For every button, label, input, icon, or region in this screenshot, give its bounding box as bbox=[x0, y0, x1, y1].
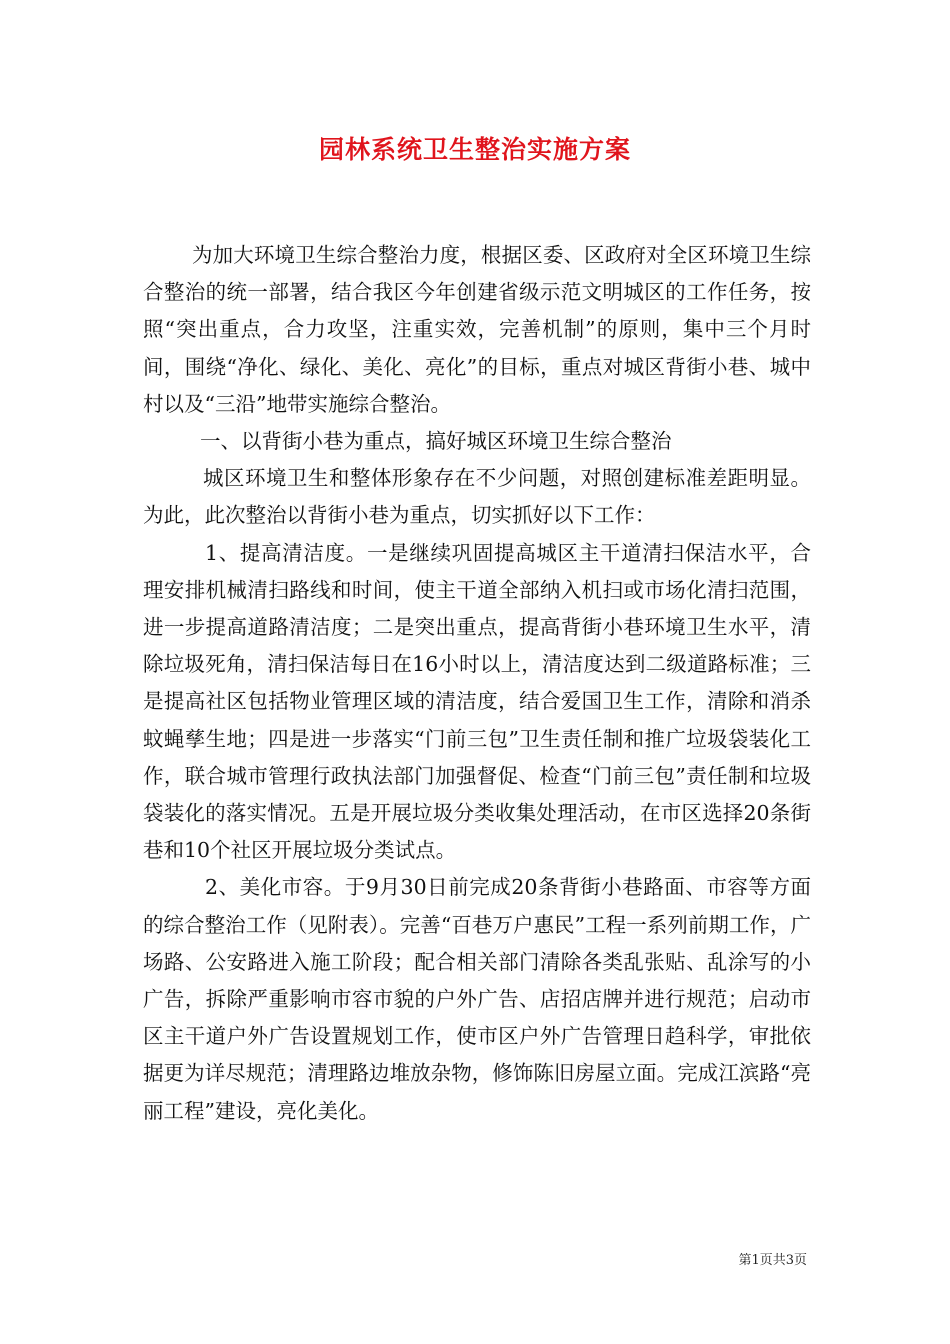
item-paragraph-1: 1、提高清洁度。一是继续巩固提高城区主干道清扫保洁水平，合理安排机械清扫路线和时间，使主干道全部纳入机扫或市场化清扫范围，进一步提高道路清洁度；二是突出重点，提高背街小巷环境卫生水平，清除垃圾死角，清扫保洁每日在16小时以上，清洁度达到二级道路标准；三是提高社区包括物业管理区域的清洁度，结合爱国卫生工作，清除和消杀蚊蝇孳生地；四是进一步落实“门前三包”卫生责任制和推广垃圾袋装化工作，联合城市管理行政执法部门加强督促、检查“门前三包”责任制和垃圾袋装化的落实情况。五是开展垃圾分类收集处理活动，在市区选择20条街巷和10个社区开展垃圾分类试点。 bbox=[143, 540, 811, 863]
page-number: 第1页共3页 bbox=[738, 1253, 807, 1268]
document-body bbox=[143, 237, 811, 1130]
item-paragraph-2: 2、美化市容。于9月30日前完成20条背街小巷路面、市容等方面的综合整治工作（见附表）。完善“百巷万户惠民”工程一系列前期工作，广场路、公安路进入施工阶段；配合相关部门清除各类乱张贴、乱涂写的小广告，拆除严重影响市容市貌的户外广告、店招店牌并进行规范；启动市区主干道户外广告设置规划工作，使市区户外广告管理日趋科学，审批依据更为详尽规范；清理路边堆放杂物，修饰陈旧房屋立面。完成江滨路“亮丽工程”建设，亮化美化。 bbox=[143, 875, 811, 1123]
section-paragraph: 城区环境卫生和整体形象存在不少问题，对照创建标准差距明显。为此，此次整治以背街小巷为重点，切实抓好以下工作： bbox=[143, 466, 811, 528]
document-title: 园林系统卫生整治实施方案 bbox=[318, 135, 631, 164]
intro-paragraph: 为加大环境卫生综合整治力度，根据区委、区政府对全区环境卫生综合整治的统一部署，结合我区今年创建省级示范文明城区的工作任务，按照“突出重点，合力攻坚，注重实效，完善机制”的原则，集中三个月时间，围绕“净化、绿化、美化、亮化”的目标，重点对城区背街小巷、城中村以及“三沿”地带实施综合整治。 bbox=[143, 243, 811, 416]
section-heading-1: 一、以背街小巷为重点，搞好城区环境卫生综合整治 bbox=[200, 429, 672, 454]
